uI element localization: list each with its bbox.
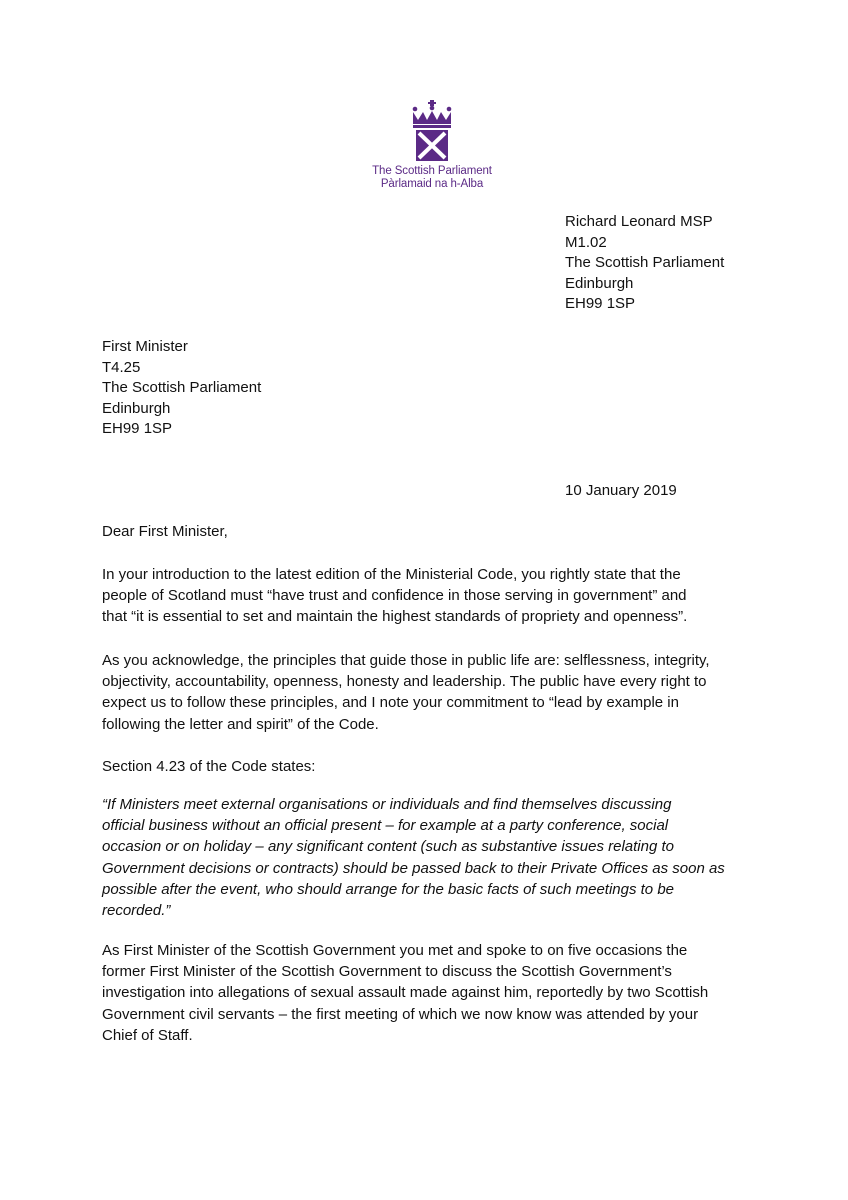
parliament-logo <box>362 100 502 191</box>
parliament-crest-icon <box>409 100 455 162</box>
recipient-name: First Minister <box>102 338 188 355</box>
letter-date: 10 January 2019 <box>565 482 677 499</box>
text-line: following the letter and spirit” of the Code. <box>102 715 379 733</box>
sender-building: The Scottish Parliament <box>565 254 725 272</box>
text-line: As First Minister of the Scottish Government you met and spoke to on five occasions the <box>102 942 688 959</box>
text-line: Chief of Staff. <box>102 1026 193 1044</box>
recipient-city: Edinburgh <box>102 399 171 417</box>
recipient-postcode: EH99 1SP <box>102 420 173 438</box>
text-line: Government decisions or contracts) should be passed back to their Private Offices as soon as <box>102 859 725 877</box>
paragraph-introduction <box>102 564 782 628</box>
text-line: As you acknowledge, the principles that guide those in public life are: selflessness, integrity, <box>102 652 710 669</box>
sender-room: M1.02 <box>565 233 607 251</box>
paragraph-code-quote <box>102 794 782 921</box>
text-line: recorded.” <box>102 902 171 920</box>
paragraph-principles <box>102 650 782 735</box>
paragraph-section-intro <box>102 756 782 777</box>
text-line: that “it is essential to set and maintain the highest standards of propriety and openness”. <box>102 608 688 626</box>
text-line: people of Scotland must “have trust and confidence in those serving in government” and <box>102 587 687 605</box>
text-line: official business without an official present – for example at a party conference, social <box>102 817 669 835</box>
recipient-room: T4.25 <box>102 358 141 376</box>
text-line: occasion or on holiday – any significant content (such as substantive issues relating to <box>102 838 674 856</box>
text-line: former First Minister of the Scottish Government to discuss the Scottish Government’s <box>102 963 672 981</box>
sender-name: Richard Leonard MSP <box>565 213 713 230</box>
text-line: Section 4.23 of the Code states: <box>102 758 316 775</box>
salutation: Dear First Minister, <box>102 523 228 540</box>
text-line: “If Ministers meet external organisations or individuals and find themselves discussing <box>102 796 672 813</box>
paragraph-meetings <box>102 940 782 1046</box>
text-line: expect us to follow these principles, and I note your commitment to “lead by example in <box>102 694 679 712</box>
text-line: investigation into allegations of sexual assault made against him, reportedly by two Scottish <box>102 984 709 1002</box>
text-line: In your introduction to the latest edition of the Ministerial Code, you rightly state that the <box>102 566 681 583</box>
sender-address <box>565 212 724 315</box>
logo-text-gaelic: Pàrlamaid na h-Alba <box>380 178 484 190</box>
sender-city: Edinburgh <box>565 274 634 292</box>
recipient-address <box>102 337 261 440</box>
text-line: Government civil servants – the first meeting of which we now know was attended by your <box>102 1005 699 1023</box>
sender-postcode: EH99 1SP <box>565 295 636 313</box>
recipient-building: The Scottish Parliament <box>102 379 262 397</box>
text-line: objectivity, accountability, openness, honesty and leadership. The public have every right to <box>102 673 707 691</box>
text-line: possible after the event, who should arrange for the basic facts of such meetings to be <box>102 880 674 898</box>
logo-text-english: The Scottish Parliament <box>372 165 492 177</box>
